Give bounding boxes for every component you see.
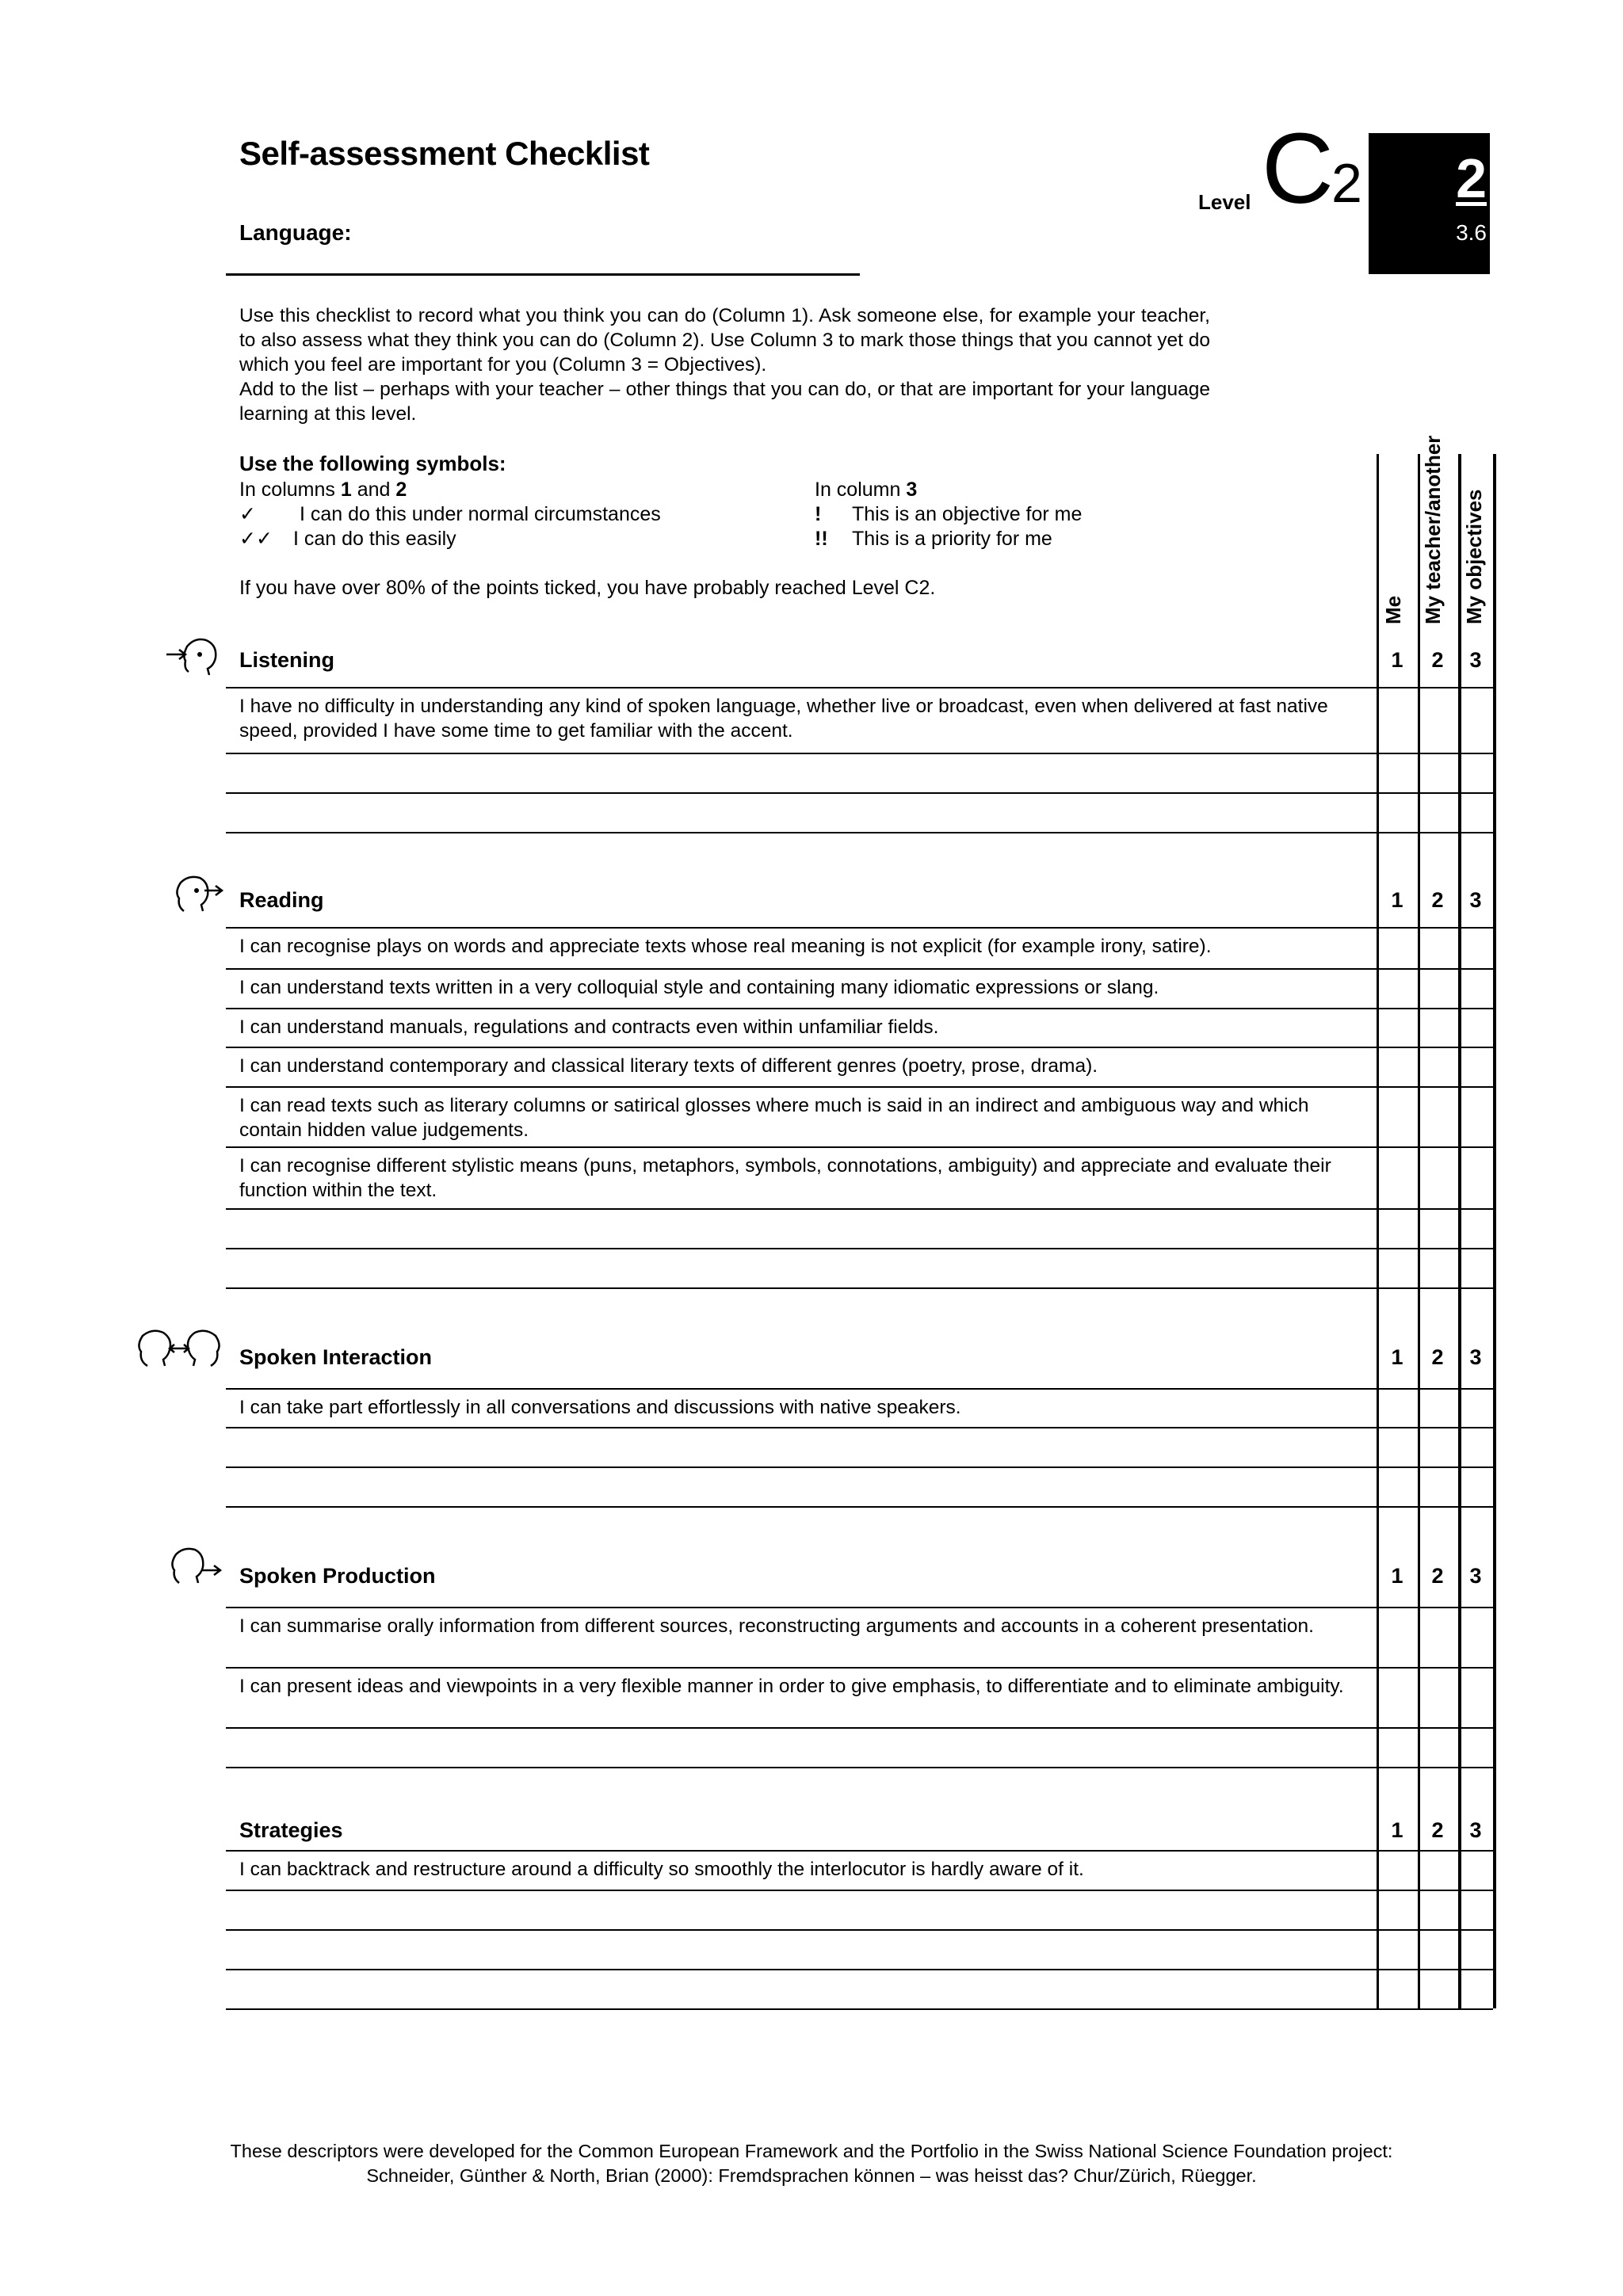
row-divider xyxy=(226,832,1493,833)
column-header-me: Me xyxy=(1381,595,1405,624)
checkbox-cell-col2[interactable] xyxy=(1420,1669,1456,1725)
row-divider xyxy=(226,1667,1493,1669)
page-badge xyxy=(1369,133,1490,274)
level-letter: C xyxy=(1262,113,1334,224)
checkbox-cell-col3[interactable] xyxy=(1461,1010,1491,1044)
column-number-3: 3 xyxy=(1469,888,1482,912)
symbol-exclaim-text: This is an objective for me xyxy=(852,503,1083,525)
row-divider xyxy=(226,1850,1493,1852)
footer-credits xyxy=(0,2139,1623,2188)
checkbox-cell-col2[interactable] xyxy=(1420,1049,1456,1084)
checkbox-cell-col1[interactable] xyxy=(1379,1390,1415,1425)
row-divider xyxy=(226,2008,1493,2010)
row-divider xyxy=(226,1607,1493,1608)
column-number-3: 3 xyxy=(1469,1817,1482,1842)
symbols-left-prefix: In columns xyxy=(239,479,341,501)
checkbox-cell-col1[interactable] xyxy=(1379,689,1415,750)
checkbox-cell-col1[interactable] xyxy=(1379,1089,1415,1144)
symbol-check-text: I can do this under normal circumstances xyxy=(300,503,661,525)
column-number-2: 2 xyxy=(1431,1817,1444,1842)
checkbox-cell-col1[interactable] xyxy=(1379,971,1415,1005)
spoken-interaction-heads-icon xyxy=(132,1325,227,1376)
column-number-1: 1 xyxy=(1391,1817,1403,1842)
symbols-left-b: 2 xyxy=(395,479,407,501)
checklist-item: I can understand texts written in a very colloquial style and containing many idiomatic expressions or slang. xyxy=(239,977,1159,998)
language-label: Language: xyxy=(239,220,352,245)
checkbox-cell-col3[interactable] xyxy=(1461,1149,1491,1206)
row-divider xyxy=(226,1086,1493,1088)
footer-line: These descriptors were developed for the Common European Framework and the Portfolio in the Swiss National Science Foundation project: xyxy=(230,2141,1393,2161)
checkbox-cell-col2[interactable] xyxy=(1420,1089,1456,1144)
checkbox-cell-col3[interactable] xyxy=(1461,689,1491,750)
checkbox-cell-col1[interactable] xyxy=(1379,929,1415,966)
symbol-check-icon: ✓ xyxy=(239,503,256,525)
checkbox-cell-col3[interactable] xyxy=(1461,1089,1491,1144)
threshold-note: If you have over 80% of the points ticked, you have probably reached Level C2. xyxy=(239,577,936,599)
symbol-double-exclaim-icon: !! xyxy=(815,528,828,550)
row-divider xyxy=(226,1890,1493,1891)
checklist-item: I can understand manuals, regulations and contracts even within unfamiliar fields. xyxy=(239,1016,939,1038)
checkbox-cell-col3[interactable] xyxy=(1461,1609,1491,1665)
column-number-1: 1 xyxy=(1391,1563,1403,1588)
row-divider xyxy=(226,1506,1493,1508)
checklist-item: I can backtrack and restructure around a difficulty so smoothly the interlocutor is hardly aware of it. xyxy=(239,1859,1084,1880)
badge-number: 2 xyxy=(1456,147,1487,209)
intro-paragraph: Add to the list – perhaps with your teacher – other things that you can do, or that are important for your language learning at this level. xyxy=(239,379,1210,425)
row-divider xyxy=(226,1208,1493,1210)
row-divider xyxy=(226,1969,1493,1970)
checkbox-cell-col2[interactable] xyxy=(1420,929,1456,966)
checkbox-cell-col2[interactable] xyxy=(1420,1852,1456,1887)
blank-entry-line[interactable] xyxy=(234,755,1372,790)
blank-entry-line[interactable] xyxy=(234,1211,1372,1245)
checkbox-cell-col1[interactable] xyxy=(1379,1049,1415,1084)
checkbox-cell-col2[interactable] xyxy=(1420,1010,1456,1044)
column-number-1: 1 xyxy=(1391,648,1403,672)
intro-paragraph: Use this checklist to record what you think you can do (Column 1). Ask someone else, for example your teacher, to also assess what they think you can do (Column 2). Use Column 3 to mark those things that you cannot yet do which you feel are important for you (Column 3 = Objectives). xyxy=(239,305,1210,376)
columns-1-2-header xyxy=(239,478,407,502)
column-number-2: 2 xyxy=(1431,1563,1444,1588)
column-divider-2 xyxy=(1418,454,1420,2008)
listening-head-icon xyxy=(165,634,220,682)
column-number-2: 2 xyxy=(1431,1345,1444,1369)
row-divider xyxy=(226,1008,1493,1009)
checkbox-cell-col1[interactable] xyxy=(1379,1149,1415,1206)
row-divider xyxy=(226,1466,1493,1468)
intro-text xyxy=(239,303,1210,426)
column-header-teacher: My teacher/another xyxy=(1421,435,1445,624)
blank-entry-line[interactable] xyxy=(234,1971,1372,2006)
column-number-2: 2 xyxy=(1431,888,1444,912)
checkbox-cell-col3[interactable] xyxy=(1461,1669,1491,1725)
row-divider xyxy=(226,687,1493,688)
symbol-exclaim-icon: ! xyxy=(815,503,822,525)
checklist-item: I can summarise orally information from different sources, reconstructing arguments and accounts in a coherent presentation. xyxy=(239,1615,1314,1637)
spoken-production-head-icon xyxy=(163,1543,227,1592)
symbols-right-a: 3 xyxy=(906,479,918,501)
checkbox-cell-col3[interactable] xyxy=(1461,929,1491,966)
row-divider xyxy=(226,1388,1493,1390)
checklist-item: I can recognise plays on words and appreciate texts whose real meaning is not explicit (for example irony, satire). xyxy=(239,936,1212,957)
blank-entry-line[interactable] xyxy=(234,1932,1372,1966)
column-number-2: 2 xyxy=(1431,648,1444,672)
row-divider xyxy=(226,927,1493,929)
row-divider xyxy=(226,1929,1493,1931)
checkbox-cell-col2[interactable] xyxy=(1420,1390,1456,1425)
row-divider xyxy=(226,1427,1493,1428)
checkbox-cell-col2[interactable] xyxy=(1420,689,1456,750)
row-divider xyxy=(226,1248,1493,1249)
blank-entry-line[interactable] xyxy=(234,1429,1372,1464)
badge-subnumber: 3.6 xyxy=(1456,220,1487,245)
column-number-3: 3 xyxy=(1469,1345,1482,1369)
section-title: Spoken Production xyxy=(239,1563,436,1588)
column-divider-right xyxy=(1493,454,1496,2008)
row-divider xyxy=(226,792,1493,794)
row-divider xyxy=(226,753,1493,754)
section-title: Strategies xyxy=(239,1817,343,1842)
row-divider xyxy=(226,1047,1493,1048)
section-title: Listening xyxy=(239,648,334,672)
checklist-item: I can recognise different stylistic means (puns, metaphors, symbols, connotations, ambiguity) and appreciate and evaluate their function within the text. xyxy=(239,1155,1331,1201)
column-divider-3 xyxy=(1458,454,1461,2008)
row-divider xyxy=(226,1727,1493,1729)
column-number-3: 3 xyxy=(1469,648,1482,672)
checklist-item: I have no difficulty in understanding any kind of spoken language, whether live or broadcast, even when delivered at fast native speed, provided I have some time to get familiar with the accent. xyxy=(239,696,1328,742)
footer-line: Schneider, Günther & North, Brian (2000): Fremdsprachen können – was heisst das? Chur/Zürich, Rüegger. xyxy=(366,2165,1257,2186)
column-header-objectives: My objectives xyxy=(1462,489,1486,624)
checkbox-cell-col1[interactable] xyxy=(1379,1852,1415,1887)
checkbox-cell-col2[interactable] xyxy=(1420,971,1456,1005)
symbol-double-exclaim-text: This is a priority for me xyxy=(852,528,1052,550)
column-3-header xyxy=(815,478,917,502)
blank-entry-line[interactable] xyxy=(234,795,1372,830)
symbols-left-mid: and xyxy=(351,479,396,501)
checkbox-cell-col3[interactable] xyxy=(1461,1049,1491,1084)
symbol-double-check-icon: ✓✓ xyxy=(239,528,273,550)
column-number-3: 3 xyxy=(1469,1563,1482,1588)
blank-entry-line[interactable] xyxy=(234,1250,1372,1285)
section-title: Reading xyxy=(239,888,324,912)
checkbox-cell-col3[interactable] xyxy=(1461,1852,1491,1887)
checkbox-cell-col2[interactable] xyxy=(1420,1149,1456,1206)
row-divider xyxy=(226,1287,1493,1289)
blank-entry-line[interactable] xyxy=(234,1730,1372,1764)
checkbox-cell-col3[interactable] xyxy=(1461,971,1491,1005)
reading-head-icon xyxy=(170,871,225,920)
page-title: Self-assessment Checklist xyxy=(239,135,650,172)
level-digit: 2 xyxy=(1331,152,1362,214)
row-divider xyxy=(226,1146,1493,1148)
blank-entry-line[interactable] xyxy=(234,1892,1372,1927)
checkbox-cell-col3[interactable] xyxy=(1461,1390,1491,1425)
symbols-right-prefix: In column xyxy=(815,479,907,501)
checkbox-cell-col1[interactable] xyxy=(1379,1010,1415,1044)
column-number-1: 1 xyxy=(1391,1345,1403,1369)
checkbox-cell-col1[interactable] xyxy=(1379,1669,1415,1725)
row-divider xyxy=(226,968,1493,970)
checklist-item: I can understand contemporary and classical literary texts of different genres (poetry, prose, drama). xyxy=(239,1055,1098,1077)
column-divider-1 xyxy=(1377,454,1379,2008)
checkbox-cell-col1[interactable] xyxy=(1379,1609,1415,1665)
language-field-line[interactable] xyxy=(226,273,860,276)
checklist-item: I can read texts such as literary columns or satirical glosses where much is said in an indirect and ambiguous way and which contain hidden value judgements. xyxy=(239,1095,1309,1141)
symbol-double-check-text: I can do this easily xyxy=(293,528,456,550)
row-divider xyxy=(226,1767,1493,1768)
checklist-item: I can take part effortlessly in all conversations and discussions with native speakers. xyxy=(239,1397,961,1418)
checkbox-cell-col2[interactable] xyxy=(1420,1609,1456,1665)
symbols-heading: Use the following symbols: xyxy=(239,452,506,475)
symbols-left-a: 1 xyxy=(340,479,352,501)
checklist-item: I can present ideas and viewpoints in a very flexible manner in order to give emphasis, to differentiate and to eliminate ambiguity. xyxy=(239,1676,1344,1697)
blank-entry-line[interactable] xyxy=(234,1469,1372,1504)
level-word: Level xyxy=(1198,190,1251,214)
column-number-1: 1 xyxy=(1391,888,1403,912)
section-title: Spoken Interaction xyxy=(239,1345,433,1369)
